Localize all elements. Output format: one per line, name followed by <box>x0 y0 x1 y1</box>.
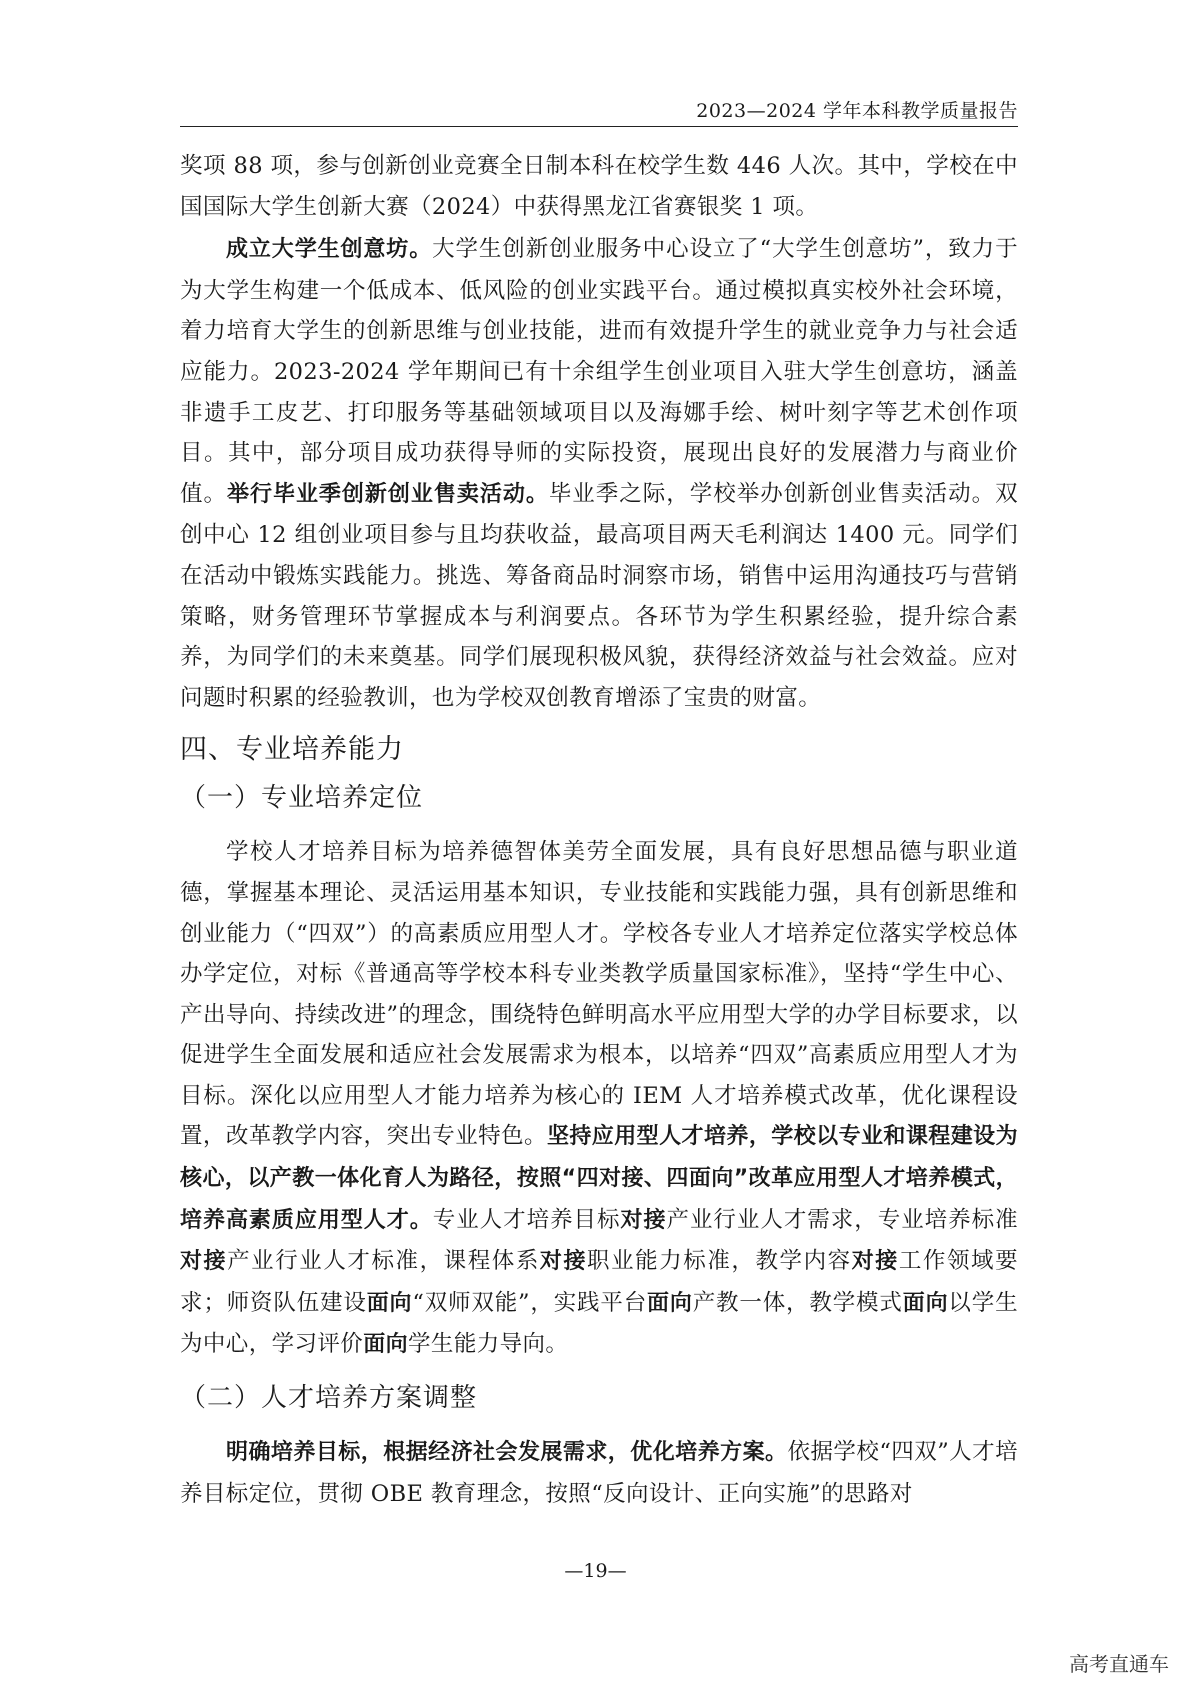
paragraph-text: 以学生为中心，学习评价 <box>180 1289 1018 1358</box>
bold-lead: 成立大学生创意坊。 <box>226 237 433 263</box>
bold-keyword: 对接 <box>180 1249 228 1275</box>
section-heading: 四、专业培养能力 <box>180 734 404 766</box>
paragraph-text: 学校人才培养目标为培养德智体美劳全面发展，具有良好思想品德与职业道德，掌握基本理论、灵活运用基本知识，专业技能和实践能力强，具有创新思维和创业能力（“四双”）的高素质应用型人才。学校各专业人才培养定位落实学校总体办学定位，对标《普通高等学校本科专业类教学质量国家标准》，坚持“学生中心、产出导向、持续改进”的理念，围绕特色鲜明高水平应用型大学的办学目标要求，以促进学生全面发展和适应社会发展需求为根本，以培养“四双”高素质应用型人才为目标。深化以应用型人才能力培养为核心的 IEM 人才培养模式改革，优化课程设置，改革教学内容，突出专业特色。 <box>180 839 1018 1150</box>
bold-keyword: 面向 <box>366 1290 413 1316</box>
subsection-heading: （一）专业培养定位 <box>180 783 424 814</box>
bold-keyword: 面向 <box>647 1290 693 1316</box>
bold-keyword: 面向 <box>902 1290 949 1316</box>
bold-keyword: 对接 <box>539 1249 588 1275</box>
page-number: —19— <box>564 1560 627 1582</box>
paragraph-positioning <box>180 832 1018 1366</box>
paragraph-text: 奖项 88 项，参与创新创业竞赛全日制本科在校学生数 446 人次。其中，学校在中国国际大学生创新大赛（2024）中获得黑龙江省赛银奖 1 项。 <box>180 153 1018 220</box>
paragraph-text: 产教一体，教学模式 <box>692 1289 903 1316</box>
bold-lead: 举行毕业季创新创业售卖活动。 <box>226 481 549 507</box>
paragraph-text: 工作领域要求；师资队伍建设 <box>180 1248 1018 1316</box>
paragraph-creative-workshop <box>180 229 1018 718</box>
paragraph-text: 专业人才培养目标 <box>432 1206 621 1233</box>
paragraph-text: 学生能力导向。 <box>408 1331 569 1358</box>
subsection-heading: （二）人才培养方案调整 <box>180 1383 478 1414</box>
bold-keyword: 对接 <box>851 1249 899 1275</box>
header-title: 2023—2024 学年本科教学质量报告 <box>696 100 1018 122</box>
paragraph-text: 职业能力标准，教学内容 <box>587 1248 852 1275</box>
paragraph-text: “双师双能”，实践平台 <box>412 1289 648 1316</box>
paragraph-text: 产业行业人才需求，专业培养标准 <box>666 1206 1018 1233</box>
page-content <box>180 146 1018 1516</box>
paragraph-text: 依据学校“四双”人才培养目标定位，贯彻 OBE 教育理念，按照“反向设计、正向实施”的思路对 <box>180 1439 1018 1507</box>
page-header <box>180 92 1018 127</box>
watermark: 高考直通车 <box>1069 1652 1169 1676</box>
bold-statement: 坚持应用型人才培养，学校以专业和课程建设为核心，以产教一体化育人为路径，按照“四对接、四面向”改革应用型人才培养模式，培养高素质应用型人才。 <box>180 1124 1018 1233</box>
paragraph-text: 产业行业人才标准，课程体系 <box>227 1248 540 1275</box>
paragraph-text: 毕业季之际，学校举办创新创业售卖活动。双创中心 12 组创业项目参与且均获收益，最高项目两天毛利润达 1400 元。同学们在活动中锻炼实践能力。挑选、筹备商品时洞察市场，销售中运用沟通技巧与营销策略，财务管理环节掌握成本与利润要点。各环节为学生积累经验，提升综合素养，为同学们的未来奠基。同学们展现积极风貌，获得经济效益与社会效益。应对问题时积累的经验教训，也为学校双创教育增添了宝贵的财富。 <box>180 480 1018 711</box>
bold-keyword: 面向 <box>363 1332 409 1358</box>
paragraph-text: 大学生创新创业服务中心设立了“大学生创意坊”，致力于为大学生构建一个低成本、低风险的创业实践平台。通过模拟真实校外社会环境，着力培育大学生的创新思维与创业技能，进而有效提升学生的就业竞争力与社会适应能力。2023-2024 学年期间已有十余组学生创业项目入驻大学生创意坊，涵盖非遗手工皮艺、打印服务等基础领域项目以及海娜手绘、树叶刻字等艺术创作项目。其中，部分项目成功获得导师的实际投资，展现出良好的发展潜力与商业价值。 <box>180 236 1018 507</box>
bold-lead: 明确培养目标，根据经济社会发展需求，优化培养方案。 <box>226 1440 788 1466</box>
paragraph-program-adjustment <box>180 1432 1018 1514</box>
bold-keyword: 对接 <box>620 1207 667 1233</box>
paragraph-awards <box>180 146 1018 227</box>
